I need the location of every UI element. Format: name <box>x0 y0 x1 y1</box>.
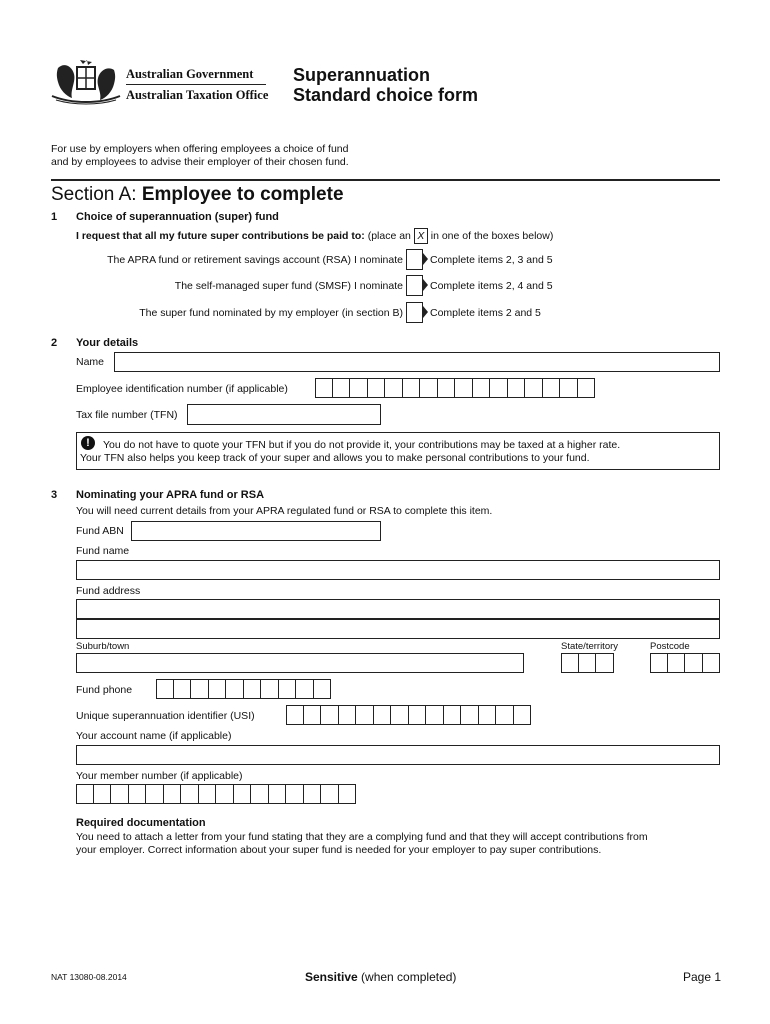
member-number-field[interactable] <box>76 784 356 804</box>
required-doc-line2: your employer. Correct information about your super fund is needed for your employer to pay super contributions. <box>76 844 602 856</box>
fund-phone-label: Fund phone <box>76 684 133 696</box>
employee-id-field[interactable] <box>315 378 595 398</box>
option2-checkbox[interactable] <box>406 275 423 296</box>
fund-phone-field[interactable] <box>156 679 331 699</box>
item3-subtitle: You will need current details from your APRA regulated fund or RSA to complete this item. <box>76 505 493 517</box>
coat-of-arms-logo <box>50 56 122 106</box>
gov-name-line1: Australian Government <box>126 67 254 81</box>
section-a-prefix: Section A: <box>51 184 142 205</box>
tfn-label: Tax file number (TFN) <box>76 409 178 421</box>
gov-name-line2: Australian Taxation Office <box>126 88 269 102</box>
section-a-rule <box>51 179 720 181</box>
gov-name-divider <box>126 84 266 85</box>
fund-abn-label: Fund ABN <box>76 525 124 537</box>
option1-next: Complete items 2, 3 and 5 <box>430 254 553 266</box>
x-mark-example: X <box>414 228 428 244</box>
required-doc-title: Required documentation <box>76 817 206 829</box>
option3-checkbox[interactable] <box>406 302 423 323</box>
option2-arrow-icon <box>423 279 428 291</box>
form-title-line1: Superannuation <box>293 65 431 85</box>
page-number: Page 1 <box>683 970 722 984</box>
name-label: Name <box>76 356 105 368</box>
option2-label: The self-managed super fund (SMSF) I nominate <box>174 280 403 292</box>
option1-arrow-icon <box>423 253 428 265</box>
item1-title: Choice of superannuation (super) fund <box>76 211 279 223</box>
sensitive-rest: (when completed) <box>357 970 457 984</box>
request-pre: (place an <box>367 229 411 242</box>
fund-address-line2[interactable] <box>76 619 720 639</box>
state-label: State/territory <box>561 641 619 652</box>
option3-next: Complete items 2 and 5 <box>430 307 541 319</box>
sensitive-bold: Sensitive <box>305 970 358 984</box>
request-post: in one of the boxes below) <box>430 229 554 242</box>
form-code: NAT 13080-08.2014 <box>51 972 127 982</box>
exclamation-icon: ! <box>81 436 95 450</box>
item2-number: 2 <box>51 337 58 349</box>
tfn-field[interactable] <box>187 404 381 425</box>
sensitive-notice <box>305 970 456 984</box>
fund-address-line1[interactable] <box>76 599 720 619</box>
required-doc-line1: You need to attach a letter from your fund stating that they are a complying fund and that they will accept contributions from <box>76 831 648 843</box>
item3-number: 3 <box>51 489 58 501</box>
section-a-title: Employee to complete <box>141 184 344 205</box>
member-number-label: Your member number (if applicable) <box>76 770 243 782</box>
form-title-line2: Standard choice form <box>293 85 479 105</box>
fund-name-label: Fund name <box>76 545 130 557</box>
section-a-heading <box>51 184 344 206</box>
intro-line2: and by employees to advise their employer of their chosen fund. <box>51 156 349 168</box>
name-field[interactable] <box>114 352 720 372</box>
postcode-field[interactable] <box>650 653 720 673</box>
suburb-field[interactable] <box>76 653 524 673</box>
item1-number: 1 <box>51 211 58 223</box>
fund-abn-field[interactable] <box>131 521 381 541</box>
fund-name-field[interactable] <box>76 560 720 580</box>
option2-next: Complete items 2, 4 and 5 <box>430 280 553 292</box>
item1-request <box>76 228 553 244</box>
tfn-notice-line1: You do not have to quote your TFN but if you do not provide it, your contributions may be taxed at a higher rate. <box>103 439 621 451</box>
account-name-label: Your account name (if applicable) <box>76 730 232 742</box>
tfn-notice-line2: Your TFN also helps you keep track of your super and allows you to make personal contributions to your fund. <box>80 452 590 464</box>
option1-checkbox[interactable] <box>406 249 423 270</box>
item2-title: Your details <box>76 337 139 349</box>
request-bold: I request that all my future super contributions be paid to: <box>76 229 365 242</box>
account-name-field[interactable] <box>76 745 720 765</box>
suburb-label: Suburb/town <box>76 641 130 652</box>
option1-label: The APRA fund or retirement savings account (RSA) I nominate <box>107 254 403 266</box>
state-field[interactable] <box>561 653 614 673</box>
item3-title: Nominating your APRA fund or RSA <box>76 489 265 501</box>
postcode-label: Postcode <box>650 641 690 652</box>
option3-arrow-icon <box>423 306 428 318</box>
fund-address-label: Fund address <box>76 585 141 597</box>
employee-id-label: Employee identification number (if applicable) <box>76 383 288 395</box>
option3-label: The super fund nominated by my employer (in section B) <box>139 307 403 319</box>
usi-field[interactable] <box>286 705 531 725</box>
usi-label: Unique superannuation identifier (USI) <box>76 710 255 722</box>
intro-line1: For use by employers when offering employees a choice of fund <box>51 143 349 155</box>
